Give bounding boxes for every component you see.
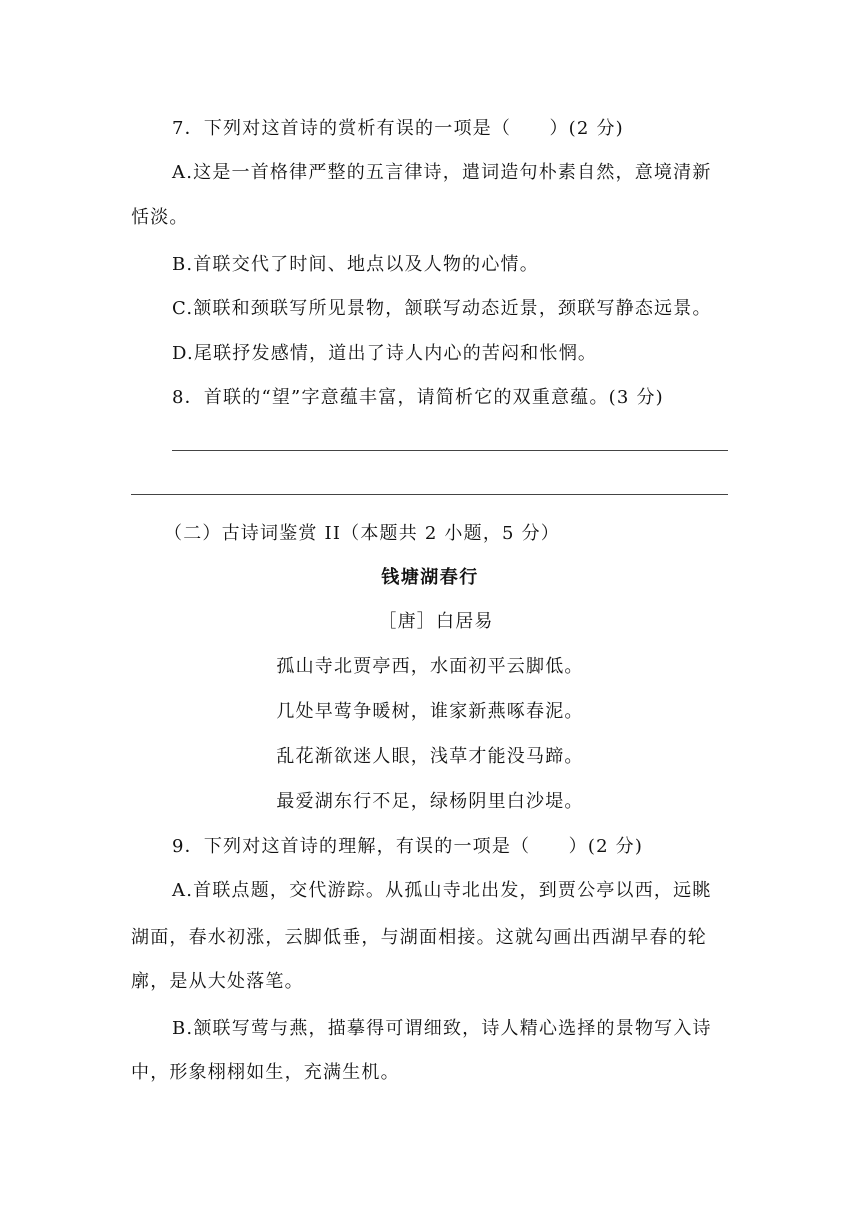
question-7-option-b: B.首联交代了时间、地点以及人物的心情。: [172, 254, 539, 275]
question-9-stem: 9．下列对这首诗的理解，有误的一项是（ ）(2 分): [172, 836, 644, 857]
poem-author: ［唐］白居易: [378, 611, 494, 632]
poem-line-1: 孤山寺北贾亭西，水面初平云脚低。: [276, 656, 584, 677]
question-7-option-c: C.颔联和颈联写所见景物，颔联写动态近景，颈联写静态远景。: [172, 298, 712, 319]
answer-line-1[interactable]: [172, 450, 728, 451]
question-7-option-d: D.尾联抒发感情，道出了诗人内心的苦闷和怅惘。: [172, 343, 598, 364]
poem-line-3: 乱花渐欲迷人眼，浅草才能没马蹄。: [276, 746, 584, 767]
poem-line-4: 最爱湖东行不足，绿杨阴里白沙堤。: [276, 791, 584, 812]
poem-line-2: 几处早莺争暖树，谁家新燕啄春泥。: [276, 701, 584, 722]
poem-title: 钱塘湖春行: [381, 567, 479, 588]
question-9-option-a-line2: 湖面，春水初涨，云脚低垂，与湖面相接。这就勾画出西湖早春的轮: [131, 927, 707, 948]
section-heading: （二）古诗词鉴赏 II（本题共 2 小题，5 分）: [164, 523, 561, 544]
question-8-stem: 8．首联的“望”字意蕴丰富，请简析它的双重意蕴。(3 分): [172, 387, 664, 408]
question-7-option-a-line1: A.这是一首格律严整的五言律诗，遣词造句朴素自然，意境清新: [172, 162, 712, 183]
question-9-option-b-line1: B.颔联写莺与燕，描摹得可谓细致，诗人精心选择的景物写入诗: [172, 1018, 712, 1039]
question-9-option-a-line3: 廓，是从大处落笔。: [131, 971, 304, 992]
answer-line-2[interactable]: [131, 494, 728, 495]
question-7-stem: 7．下列对这首诗的赏析有误的一项是（ ）(2 分): [172, 118, 624, 139]
question-7-option-a-line2: 恬淡。: [131, 207, 189, 228]
question-9-option-b-line2: 中，形象栩栩如生，充满生机。: [131, 1062, 400, 1083]
question-9-option-a-line1: A.首联点题，交代游踪。从孤山寺北出发，到贾公亭以西，远眺: [172, 880, 712, 901]
